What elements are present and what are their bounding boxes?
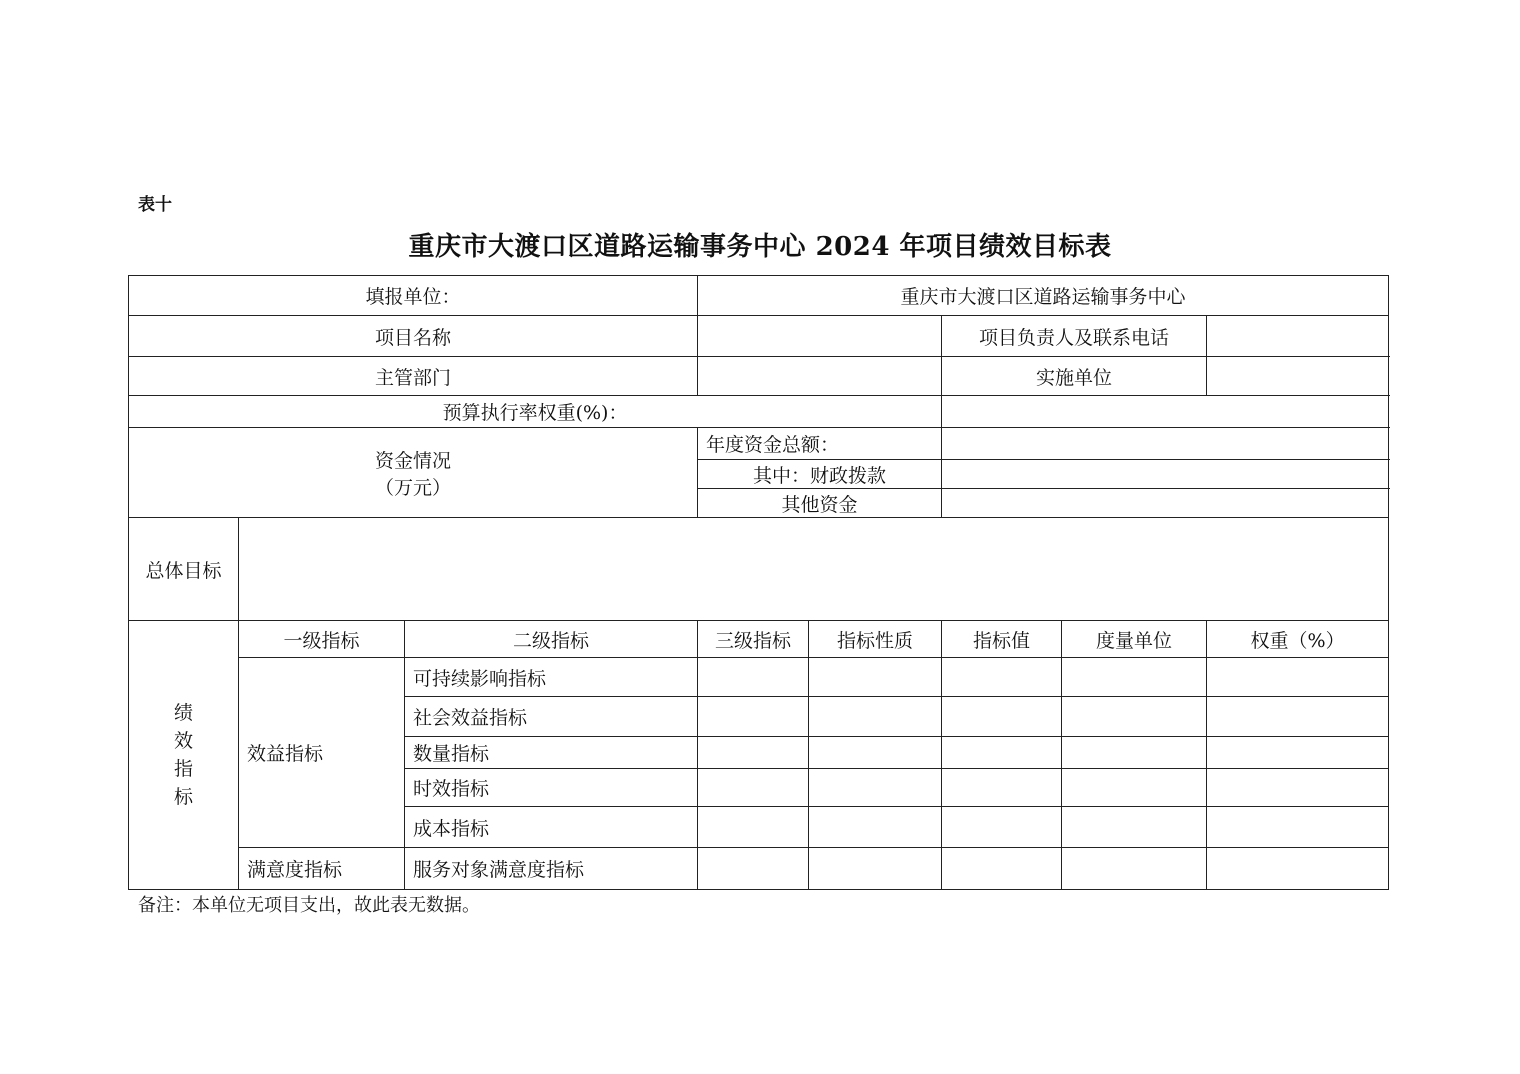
perf-char: 效	[173, 730, 193, 752]
level2-cell: 可持续影响指标	[405, 658, 698, 697]
impl-unit-label: 实施单位	[942, 357, 1207, 396]
budget-weight-value	[942, 396, 1389, 428]
perf-char: 指	[173, 758, 193, 780]
overall-goal-value	[239, 518, 1389, 621]
col-header: 一级指标	[239, 621, 405, 658]
dept-label: 主管部门	[129, 357, 698, 396]
col-header: 度量单位	[1062, 621, 1207, 658]
level2-cell: 数量指标	[405, 737, 698, 769]
col-header: 指标值	[942, 621, 1062, 658]
page-title: 重庆市大渡口区道路运输事务中心 2024 年项目绩效目标表	[408, 232, 1112, 262]
funds-label-line2: （万元）	[375, 476, 452, 499]
budget-weight-label: 预算执行率权重(%)：	[129, 396, 942, 428]
funds-label	[129, 428, 698, 518]
col-header: 权重（%）	[1207, 621, 1389, 658]
col-header: 二级指标	[405, 621, 698, 658]
table-row	[129, 658, 1389, 697]
project-name-value	[698, 316, 942, 357]
funds-fiscal-label: 其中：财政拨款	[698, 460, 942, 489]
funds-total-value	[942, 428, 1389, 460]
col-header: 三级指标	[698, 621, 809, 658]
funds-other-value	[942, 489, 1389, 518]
level1-satisfaction: 满意度指标	[239, 848, 405, 890]
performance-target-table	[128, 275, 1389, 890]
perf-char: 绩	[173, 702, 193, 724]
unit-value: 重庆市大渡口区道路运输事务中心	[698, 276, 1389, 316]
funds-total-label: 年度资金总额：	[698, 428, 942, 460]
overall-goal-label: 总体目标	[129, 518, 239, 621]
dept-value	[698, 357, 942, 396]
level2-cell: 成本指标	[405, 807, 698, 848]
project-leader-value	[1207, 316, 1389, 357]
footnote: 备注：本单位无项目支出，故此表无数据。	[138, 895, 480, 916]
project-leader-label: 项目负责人及联系电话	[942, 316, 1207, 357]
impl-unit-value	[1207, 357, 1389, 396]
col-header: 指标性质	[809, 621, 942, 658]
unit-label: 填报单位：	[129, 276, 698, 316]
perf-indicator-label	[129, 621, 239, 890]
funds-other-label: 其他资金	[698, 489, 942, 518]
level2-cell: 服务对象满意度指标	[405, 848, 698, 890]
funds-label-line1: 资金情况	[375, 449, 452, 472]
funds-fiscal-value	[942, 460, 1389, 489]
perf-char: 标	[173, 786, 193, 808]
level2-cell: 时效指标	[405, 769, 698, 807]
level1-benefit: 效益指标	[239, 658, 405, 848]
level2-cell: 社会效益指标	[405, 697, 698, 737]
table-number: 表十	[138, 195, 172, 215]
project-name-label: 项目名称	[129, 316, 698, 357]
table-row	[129, 848, 1389, 890]
